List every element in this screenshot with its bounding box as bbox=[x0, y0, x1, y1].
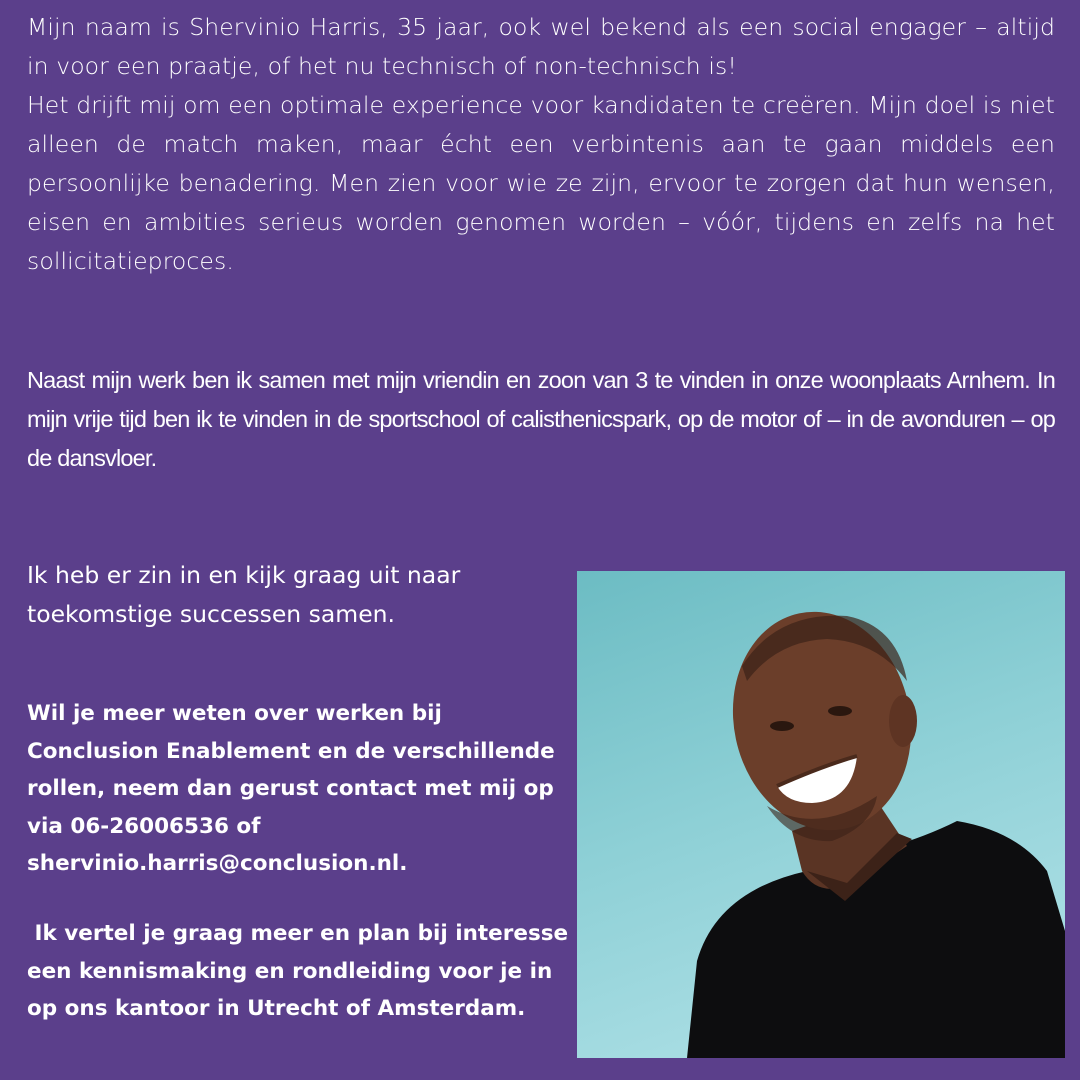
bio-paragraph-2: Het drijft mij om een optimale experience voor kandidaten te creëren. Mijn doel is niet alleen de match maken, maar écht een verbintenis aan te gaan middels een persoonlijke benadering. Men zien voor wie ze zijn, ervoor te zorgen dat hun wensen, eisen en ambities serieus worden genomen worden – vóór, tijdens en zelfs na het sollicitatieproces. bbox=[27, 91, 1055, 275]
contact-block bbox=[27, 695, 572, 883]
bio-paragraph-3: Naast mijn werk ben ik samen met mijn vriendin en zoon van 3 te vinden in onze woonplaats Arnhem. In mijn vrije tijd ben ik te vinden in de sportschool of calisthenicspark, op de motor of – in de avonduren – op de dansvloer. bbox=[27, 367, 1055, 471]
intro-text bbox=[27, 8, 1055, 281]
bio-paragraph-1: Mijn naam is Shervinio Harris, 35 jaar, ook wel bekend als een social engager – altijd in voor een praatje, of het nu technisch of non-technisch is! bbox=[27, 13, 1055, 80]
personal-life-text bbox=[27, 361, 1055, 478]
visit-block bbox=[27, 915, 576, 1028]
profile-photo bbox=[577, 571, 1065, 1058]
bio-paragraph-4: Ik heb er zin in en kijk graag uit naar toekomstige successen samen. bbox=[27, 561, 461, 628]
closing-text bbox=[27, 556, 557, 634]
visit-text: Ik vertel je graag meer en plan bij interesse een kennismaking en rondleiding voor je in op ons kantoor in Utrecht of Amsterdam. bbox=[27, 921, 576, 1021]
portrait-illustration bbox=[577, 571, 1065, 1058]
contact-text: Wil je meer weten over werken bij Conclusion Enablement en de verschillende rollen, neem dan gerust contact met mij op via 06-26006536 of shervinio.harris@conclusion.nl. bbox=[27, 701, 555, 876]
